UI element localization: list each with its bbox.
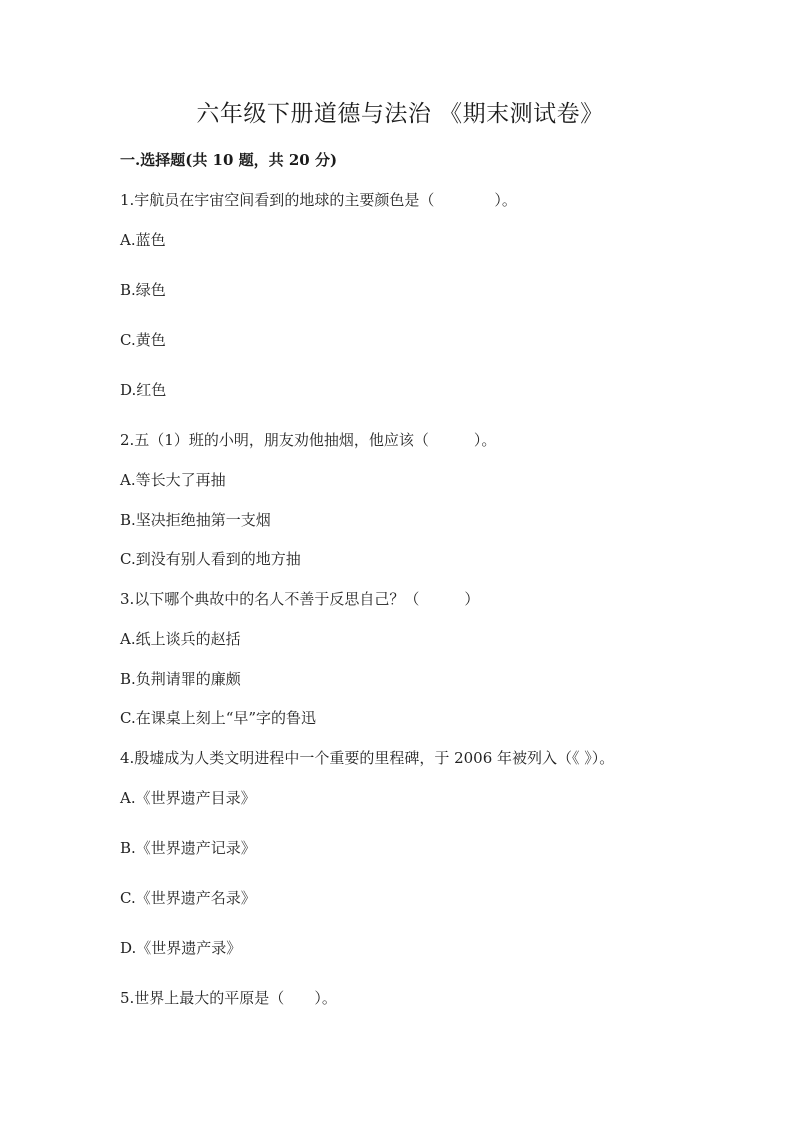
question-4-option-d[interactable]: D.《世界遗产录》 (120, 939, 242, 957)
question-5-stem: 5.世界上最大的平原是（ ）。 (120, 989, 337, 1007)
question-3-option-a[interactable]: A.纸上谈兵的赵括 (120, 630, 241, 648)
page-title: 六年级下册道德与法治 《期末测试卷》 (196, 101, 604, 127)
section-heading: 一.选择题(共 10 题，共 20 分) (120, 151, 338, 169)
question-3-option-c[interactable]: C.在课桌上刻上“早”字的鲁迅 (120, 709, 317, 727)
question-2-option-b[interactable]: B.坚决拒绝抽第一支烟 (120, 511, 271, 529)
question-4-option-b[interactable]: B.《世界遗产记录》 (120, 839, 256, 857)
question-1-option-d[interactable]: D.红色 (120, 381, 167, 399)
question-2-option-c[interactable]: C.到没有别人看到的地方抽 (120, 550, 301, 568)
question-1-stem: 1.宇航员在宇宙空间看到的地球的主要颜色是（ ）。 (120, 191, 517, 209)
question-2-stem: 2.五（1）班的小明，朋友劝他抽烟，他应该（ ）。 (120, 431, 497, 449)
question-4-option-a[interactable]: A.《世界遗产目录》 (120, 789, 256, 807)
question-3-stem: 3.以下哪个典故中的名人不善于反思自己？（ ） (120, 590, 480, 608)
question-1-option-b[interactable]: B.绿色 (120, 281, 166, 299)
question-1-option-a[interactable]: A.蓝色 (120, 231, 166, 249)
question-1-option-c[interactable]: C.黄色 (120, 331, 166, 349)
question-3-option-b[interactable]: B.负荆请罪的廉颇 (120, 670, 241, 688)
question-4-stem: 4.殷墟成为人类文明进程中一个重要的里程碑，于 2006 年被列入（《 》）。 (120, 749, 615, 767)
question-2-option-a[interactable]: A.等长大了再抽 (120, 471, 226, 489)
question-4-option-c[interactable]: C.《世界遗产名录》 (120, 889, 256, 907)
